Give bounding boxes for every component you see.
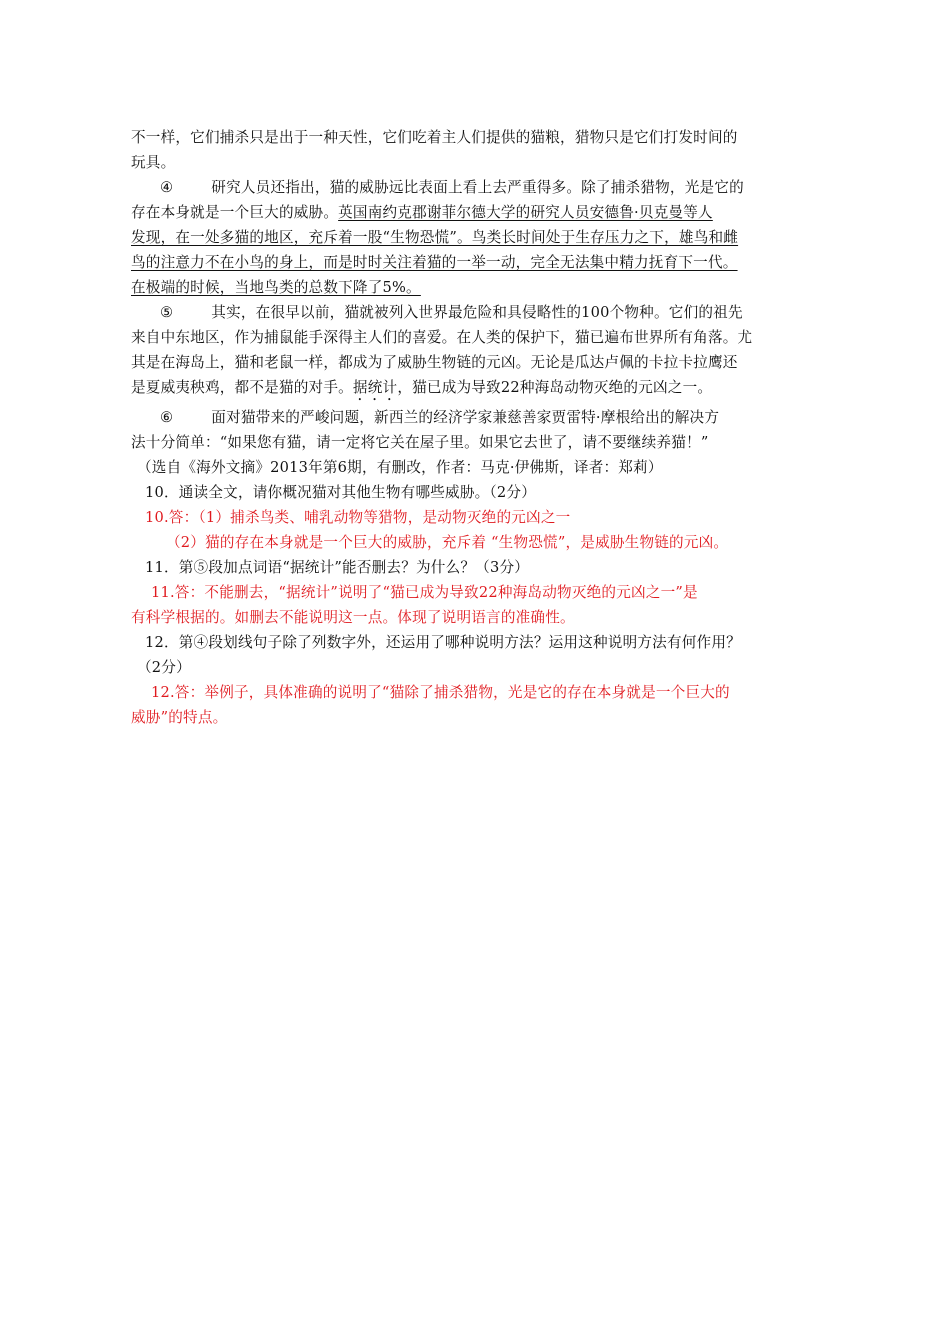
paragraph-5-line-1: ⑤ 其实，在很早以前，猫就被列入世界最危险和具侵略性的100个物种。它们的祖先 [160,304,743,321]
answer-12-line-2: 威胁”的特点。 [131,709,228,726]
paragraph-6-line-1: ⑥ 面对猫带来的严峻问题，新西兰的经济学家兼慈善家贾雷特·摩根给出的解决方 [160,409,720,426]
paragraph-5-line-2: 来自中东地区，作为捕鼠能手深得主人们的喜爱。在人类的保护下，猫已遍布世界所有角落。尤 [131,329,753,346]
answer-11-line-1: 11.答：不能删去，“据统计”说明了“猫已成为导致22种海岛动物灭绝的元凶之一”是 [151,584,698,601]
paragraph-6-line-2: 法十分简单：“如果您有猫，请一定将它关在屋子里。如果它去世了，请不要继续养猫！” [131,434,709,451]
paragraph-3-line-1: 不一样，它们捕杀只是出于一种天性，它们吃着主人们提供的猫粮，猎物只是它们打发时间的 [131,129,738,146]
paragraph-4-line-4: 鸟的注意力不在小鸟的身上，而是时时关注着猫的一举一动，完全无法集中精力抚育下一代。 [131,254,738,271]
question-12-line-2: （2分） [137,659,191,676]
paragraph-5-line-4: 是夏威夷秧鸡，都不是猫的对手。据统计，猫已成为导致22种海岛动物灭绝的元凶之一。 [131,379,713,396]
source-citation: （选自《海外文摘》2013年第6期，有删改，作者：马克·伊佛斯，译者：郑莉） [137,459,663,476]
question-12-line-1: 12．第④段划线句子除了列数字外，还运用了哪种说明方法？运用这种说明方法有何作用？ [145,634,741,651]
paragraph-5-line-3: 其是在海岛上，猫和老鼠一样，都成为了威胁生物链的元凶。无论是瓜达卢佩的卡拉卡拉鹰还 [131,354,738,371]
paragraph-5-number: ⑤ [160,304,174,321]
paragraph-4-number: ④ [160,179,174,196]
question-11: 11．第⑤段加点词语“据统计”能否删去？为什么？（3分） [145,559,530,576]
question-10: 10．通读全文，请你概况猫对其他生物有哪些威胁。（2分） [145,484,537,501]
paragraph-3-line-2: 玩具。 [131,154,176,171]
answer-11-line-2: 有科学根据的。如删去不能说明这一点。体现了说明语言的准确性。 [131,609,575,626]
underlined-sentence-start: 英国南约克郡谢菲尔德大学的研究人员安德鲁·贝克曼等人 [338,204,713,221]
paragraph-4-line-2: 存在本身就是一个巨大的威胁。英国南约克郡谢菲尔德大学的研究人员安德鲁·贝克曼等人 [131,204,713,221]
answer-12-line-1: 12.答：举例子，具体准确的说明了“猫除了捕杀猎物，光是它的存在本身就是一个巨大的 [151,684,730,701]
paragraph-4-line-1 [160,178,744,198]
answer-10-line-2: （2）猫的存在本身就是一个巨大的威胁，充斥着 “生物恐慌”，是威胁生物链的元凶。 [166,534,729,551]
answer-10-line-1: 10.答：（1）捕杀鸟类、哺乳动物等猎物，是动物灭绝的元凶之一 [145,509,571,526]
paragraph-6-number: ⑥ [160,409,174,426]
paragraph-4-line-5: 在极端的时候，当地鸟类的总数下降了5%。 [131,279,421,296]
dotted-word-ju-tong-ji: 据统计 [352,379,398,396]
paragraph-4-line-3: 发现，在一处多猫的地区，充斥着一股“生物恐慌”。鸟类长时间处于生存压力之下，雄鸟和雌 [131,229,739,246]
paragraph-4-text: 研究人员还指出，猫的威胁远比表面上看上去严重得多。除了捕杀猎物，光是它的 [211,179,744,196]
